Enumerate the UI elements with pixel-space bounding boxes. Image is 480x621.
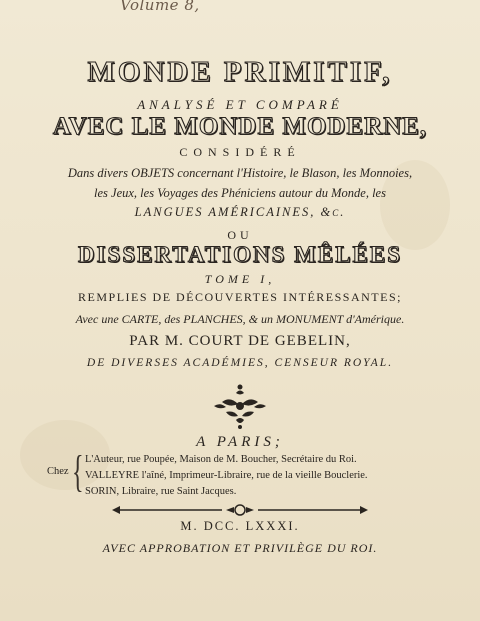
description-line-3: LANGUES AMÉRICAINES, &c. [134, 205, 346, 219]
considere-text: CONSIDÉRÉ [179, 145, 301, 159]
description-line-1: Dans divers OBJETS concernant l'Histoire, le Blason, les Monnoies, [67, 166, 413, 180]
fleuron-ornament-icon [212, 382, 268, 430]
academies-line: DE DIVERSES ACADÉMIES, CENSEUR ROYAL. [86, 357, 394, 369]
author-line: PAR M. COURT DE GEBELIN, [129, 333, 351, 349]
subtitle-monde-moderne: AVEC LE MONDE MODERNE, [52, 113, 428, 140]
publication-date: M. DCC. LXXXI. [180, 519, 300, 533]
imprint-line-sorin: SORIN, Libraire, rue Saint Jacques. [85, 486, 237, 497]
subtitle-analyse: ANALYSÉ ET COMPARÉ [137, 97, 343, 112]
handwritten-volume-note: Volume 8, [120, 0, 200, 14]
description-line-2: les Jeux, les Voyages des Phéniciens autour du Monde, les [94, 186, 386, 200]
imprint-lines [85, 452, 368, 500]
decorative-rule-icon [110, 504, 370, 516]
imprint-line-valleyre: VALLEYRE l'aîné, Imprimeur-Libraire, rue de la vieille Bouclerie. [85, 470, 368, 481]
ou-text: OU [227, 228, 253, 242]
main-title: MONDE PRIMITIF, [87, 56, 393, 88]
privilege-line: AVEC APPROBATION ET PRIVILÈGE DU ROI. [102, 541, 378, 555]
place-paris: A PARIS; [196, 434, 284, 450]
carte-planches-text: Avec une CARTE, des PLANCHES, & un MONUMENT d'Amérique. [75, 312, 405, 326]
tome-text: TOME I, [204, 272, 276, 286]
remplies-text: REMPLIES DE DÉCOUVERTES INTÉRESSANTES; [78, 290, 402, 304]
dissertations-title: DISSERTATIONS MÊLÉES [77, 242, 403, 267]
chez-label: Chez [47, 466, 69, 477]
imprint-line-author: L'Auteur, rue Poupée, Maison de M. Boucher, Secrétaire du Roi. [85, 454, 357, 465]
brace-icon: { [72, 447, 84, 496]
